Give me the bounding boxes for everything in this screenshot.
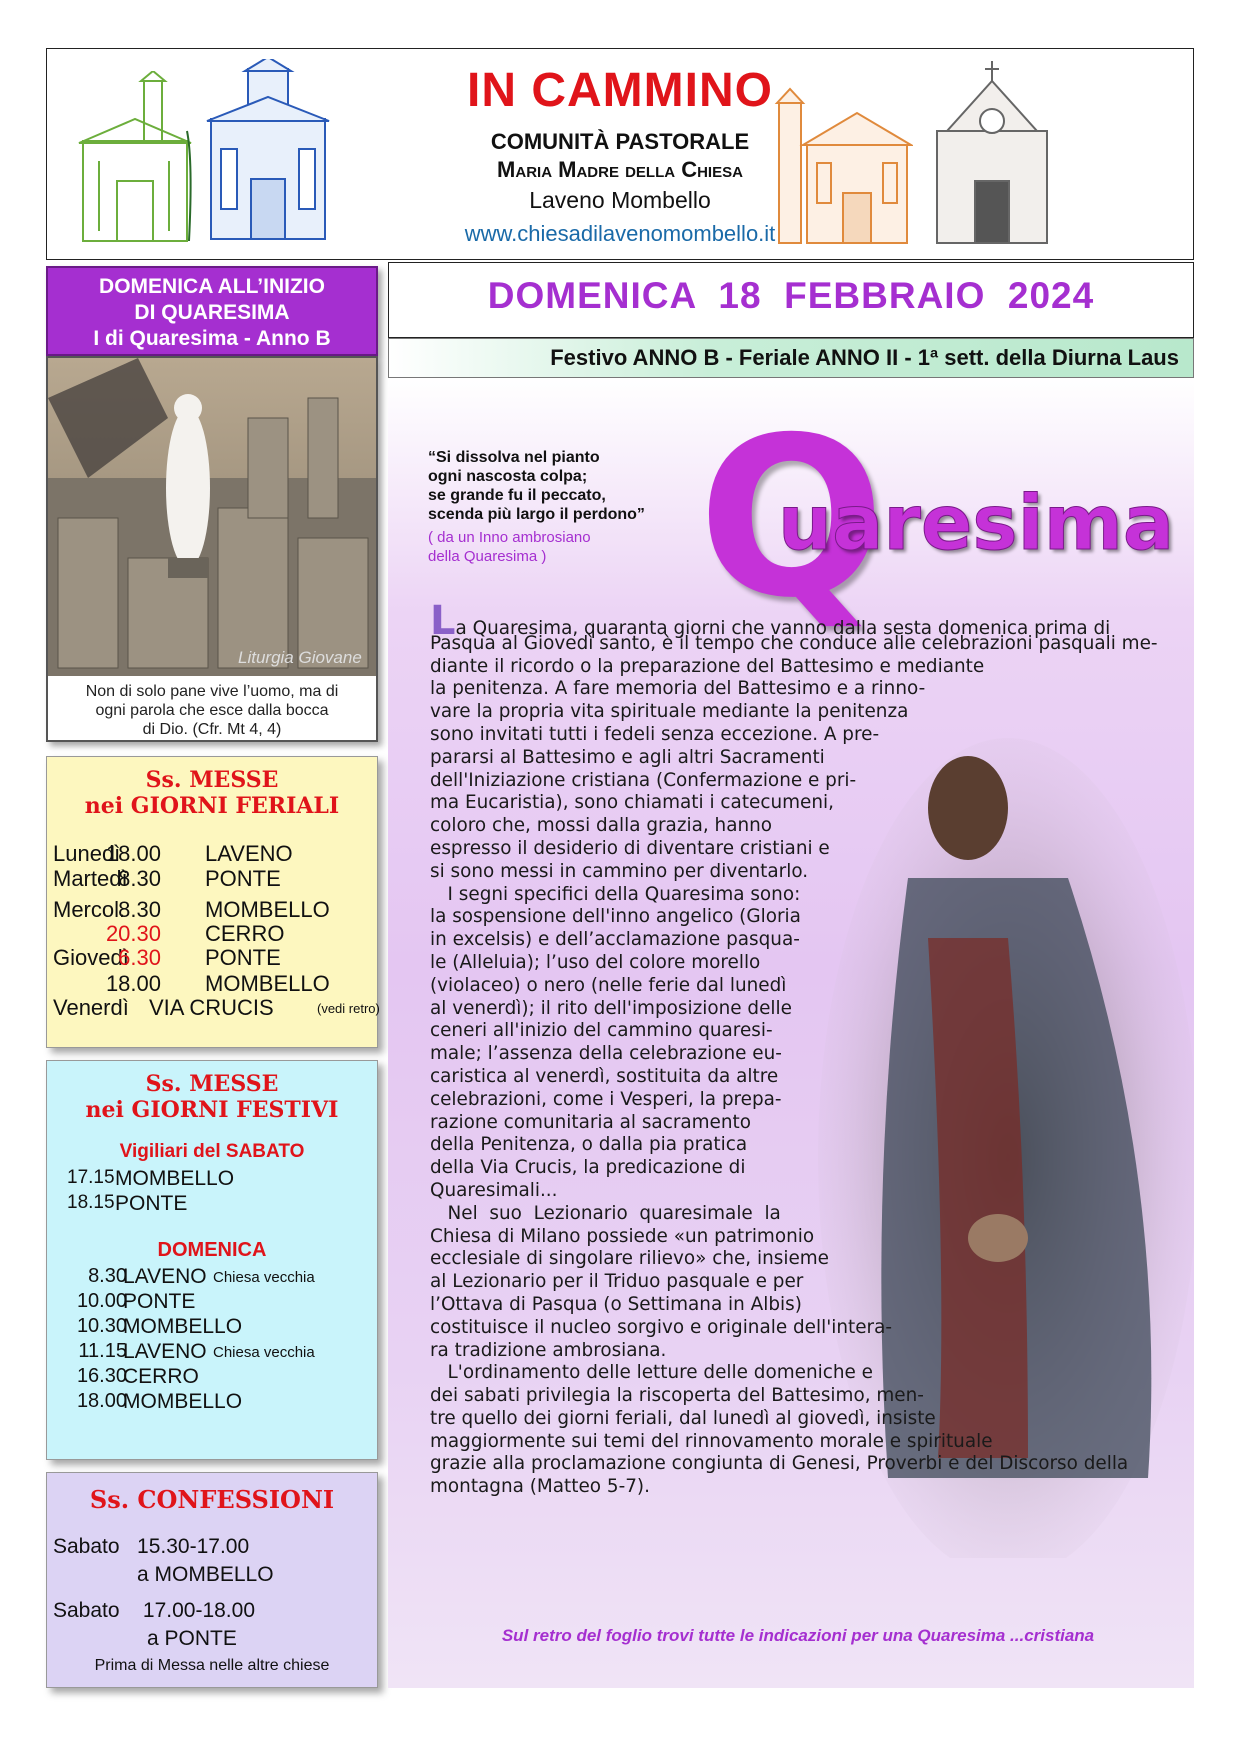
weekday-time: 6.30 [118,945,161,970]
title-quaresima: uaresima [778,478,1175,567]
article-line-text: dei sabati privilegia la riscoperta del Battesimo, men- [430,1385,924,1407]
article-line [430,633,1180,656]
article-line [430,952,1180,975]
quote-line-1: “Si dissolva nel pianto [428,449,600,466]
weekday-time: 18.00 [105,841,161,866]
confession-place-1: a MOMBELLO [137,1563,274,1586]
article-line-text: della Penitenza, o dalla pia pratica [430,1134,748,1156]
article-line-text: Quaresimali... [430,1179,558,1201]
article-line [430,792,1180,815]
article-line [430,1476,1180,1499]
article-line-text: Nel suo Lezionario quaresimale la [430,1202,781,1224]
article-line [430,747,1180,770]
article-line-text: costituisce il nucleo sorgivo e originale dell'intera- [430,1316,893,1338]
article-line-text: ecclesiale di singolare rilievo» che, insieme [430,1248,829,1270]
sunday-place: CERRO [123,1365,199,1388]
article-line-text: L'ordinamento delle letture delle domeniche e [430,1362,873,1384]
article-line [430,1157,1180,1180]
sunday-place: MOMBELLO [123,1390,243,1413]
image-watermark: Liturgia Giovane [238,648,362,667]
drop-cap: L [430,598,456,644]
festive-title-2: nei GIORNI FESTIVI [85,1097,339,1123]
confessions-title: Ss. CONFESSIONI [89,1485,335,1514]
sunday-time: 10.00 [76,1290,127,1312]
town-name: Laveno Mombello [529,187,711,213]
article-line-text: Chiesa di Milano possiede «un patrimonio [430,1225,815,1247]
article-line-text: montagna (Matteo 5-7). [430,1476,650,1498]
title-initial-q: Q [698,390,886,646]
article-line-text: ra tradizione ambrosiana. [430,1339,667,1361]
article-line [430,1089,1180,1112]
article-line [430,1453,1180,1476]
article-line-text: maggiormente sui temi del rinnovamento morale e spirituale [430,1430,993,1452]
article-line-text: al venerdì); il rito dell'imposizione delle [430,997,792,1019]
confession-place-2: a PONTE [147,1627,237,1650]
bulletin-title: IN CAMMINO [467,64,773,117]
sunday-place: LAVENO [123,1340,207,1363]
article-line-text: ceneri all'inizio del cammino quaresi- [430,1020,773,1042]
caption-line-2: ogni parola che esce dalla bocca [95,702,329,719]
image-caption [52,682,372,739]
article-line [430,1294,1180,1317]
article-line-text: la penitenza. A fare memoria del Battesimo e a rinno- [430,678,926,700]
sunday-time: 18.00 [76,1390,127,1412]
weekday-title-2: nei GIORNI FERIALI [84,793,340,819]
article-line [430,1066,1180,1089]
header [46,48,1194,260]
festive-title-1: Ss. MESSE [145,1071,279,1097]
weekday-time: 18.00 [105,971,161,996]
sunday-line-3: I di Quaresima - Anno B [93,327,331,350]
website-link[interactable]: www.chiesadilavenomombello.it [464,221,776,246]
sunday-line-2: DI QUARESIMA [134,301,290,324]
quote-line-2: ogni nascosta colpa; [428,468,588,485]
weekday-place: CERRO [205,921,285,946]
article-line [430,1271,1180,1294]
article-line-text: sono invitati tutti i fedeli senza eccezione. A pre- [430,723,880,745]
article-line [430,678,1180,701]
weekday-day: Venerdì [53,995,129,1020]
main-article [388,378,1194,1688]
article-line-text: al Lezionario per il Triduo pasquale e per [430,1271,804,1293]
community-label: COMUNITÀ PASTORALE [490,129,750,154]
weekday-place: LAVENO [205,841,293,866]
article-line-text: coloro che, mossi dalla grazia, hanno [430,815,773,837]
article-line-text: tre quello dei giorni feriali, dal lunedì al giovedì, insiste [430,1407,936,1429]
bulletin-date: DOMENICA 18 FEBBRAIO 2024 [487,275,1095,316]
quote-line-4: scenda più largo il perdono” [428,506,645,523]
sunday-time: 11.15 [78,1340,127,1362]
sunday-title: DOMENICA [157,1239,267,1261]
article-line-text: le (Alleluia); l’uso del colore morello [430,951,761,973]
article-line [430,1317,1180,1340]
gospel-image-box [46,356,378,742]
caption-line-3: di Dio. (Cfr. Mt 4, 4) [142,721,282,738]
weekday-day: Martedì [53,866,128,891]
article-line [430,1431,1180,1454]
article-line [430,1340,1180,1363]
weekday-place: PONTE [205,866,281,891]
vigil-place: PONTE [115,1192,188,1215]
article-line-text: caristica al venerdì, sostituita da altre [430,1065,779,1087]
sunday-place: MOMBELLO [123,1315,243,1338]
sunday-place: PONTE [123,1290,196,1313]
temptation-painting [48,358,376,676]
article-line-text: in excelsis) e dell’acclamazione pasqua- [430,929,800,951]
article-line-text: dell'Iniziazione cristiana (Confermazione e pri- [430,769,857,791]
vigil-time: 17.15 [67,1167,115,1188]
article-line-text: I segni specifici della Quaresima sono: [430,883,801,905]
article-body [430,598,1180,1499]
article-line [430,1385,1180,1408]
weekday-day: Mercol. [53,897,126,922]
weekday-place: MOMBELLO [205,897,330,922]
sunday-place: LAVENO [123,1265,207,1288]
back-page-note: Sul retro del foglio trovi tutte le indicazioni per una Quaresima ...cristiana [501,1626,1095,1645]
sunday-note: Chiesa vecchia [213,1269,315,1286]
article-line [430,929,1180,952]
article-line [430,998,1180,1021]
sunday-masses-box [46,1060,378,1460]
article-line [430,656,1180,679]
vigil-place: MOMBELLO [115,1167,235,1190]
sunday-time: 8.30 [88,1265,127,1287]
article-line [430,1112,1180,1135]
weekday-note: (vedi retro) [317,1001,380,1016]
article-line [430,1180,1180,1203]
church-grey-illustration [927,61,1057,251]
weekday-time: 8.30 [118,866,161,891]
vigil-time: 18.15 [67,1192,115,1213]
source-line-1: ( da un Inno ambrosiano [428,529,591,546]
sunday-time: 16.30 [76,1365,127,1387]
article-line [430,770,1180,793]
hymn-quote [428,448,645,524]
church-orange-illustration [773,73,913,253]
article-line-text: celebrazioni, come i Vesperi, la prepa- [430,1088,782,1110]
article-line [430,1408,1180,1431]
article-line [430,815,1180,838]
liturgical-year-text: Festivo ANNO B - Feriale ANNO II - 1ª sett. della Diurna Laus [550,345,1179,370]
quote-line-3: se grande fu il peccato, [428,487,606,504]
weekday-place: PONTE [205,945,281,970]
article-line-text: (violaceo) o nero (nelle ferie dal lunedì [430,974,787,996]
article-line [430,724,1180,747]
article-line-text: si sono messi in cammino per diventarlo. [430,860,809,882]
confession-slot-2: Sabato 17.00-18.00 [53,1599,255,1622]
weekday-day: Giovedì [53,945,129,970]
article-line-text: pararsi al Battesimo e agli altri Sacramenti [430,746,825,768]
article-line [430,1362,1180,1385]
weekday-time: 8.30 [118,897,161,922]
community-name: Maria Madre della Chiesa [497,157,743,182]
weekday-title-1: Ss. MESSE [145,767,279,793]
article-line-text: ma Eucaristia), sono chiamati i catecumeni, [430,792,834,814]
article-line [430,861,1180,884]
weekday-masses-box [46,756,378,1048]
article-line [430,1226,1180,1249]
article-line [430,1043,1180,1066]
weekday-place: VIA CRUCIS [149,995,274,1020]
article-line-text: diante il ricordo o la preparazione del Battesimo e mediante [430,655,985,677]
sunday-note: Chiesa vecchia [213,1344,315,1361]
article-line-text: male; l’assenza della celebrazione eu- [430,1043,782,1065]
sunday-time: 10.30 [76,1315,127,1337]
article-line [430,884,1180,907]
article-line-text: la sospensione dell'inno angelico (Gloria [430,906,801,928]
article-line-text: grazie alla proclamazione congiunta di Genesi, Proverbi e del Discorso della [430,1453,1129,1475]
vigil-title: Vigiliari del SABATO [119,1141,305,1162]
article-line [430,1203,1180,1226]
confession-slot-1: Sabato 15.30-17.00 [53,1535,250,1558]
article-line [430,1020,1180,1043]
article-line [430,1134,1180,1157]
sunday-line-1: DOMENICA ALL’INIZIO [99,275,325,298]
hymn-source [428,528,591,566]
confession-note: Prima di Messa nelle altre chiese [94,1657,330,1674]
weekday-place: MOMBELLO [205,971,330,996]
weekday-day: Lunedì [53,841,121,866]
date-box [388,262,1194,338]
caption-line-1: Non di solo pane vive l’uomo, ma di [85,683,339,700]
article-line-text: a Quaresima, quaranta giorni che vanno dalla sesta domenica prima di [455,618,1111,639]
weekday-time: 20.30 [105,921,161,946]
article-line [430,975,1180,998]
article-line-text: Pasqua al Giovedì santo, è il tempo che conduce alle celebrazioni pasquali me- [430,632,1158,654]
article-line-text: l’Ottava di Pasqua (o Settimana in Albis) [430,1293,802,1315]
liturgical-sunday-box [46,266,378,356]
confessions-box [46,1472,378,1688]
article-line-text: espresso il desiderio di diventare cristiani e [430,837,830,859]
article-line [430,1248,1180,1271]
article-line [430,838,1180,861]
article-line [430,701,1180,724]
article-line-text: razione comunitaria al sacramento [430,1111,751,1133]
article-line-text: della Via Crucis, la predicazione di [430,1157,746,1179]
article-line-text: vare la propria vita spirituale mediante la penitenza [430,701,909,723]
source-line-2: della Quaresima ) [428,548,547,565]
article-line [430,906,1180,929]
liturgical-year-bar [388,338,1194,378]
